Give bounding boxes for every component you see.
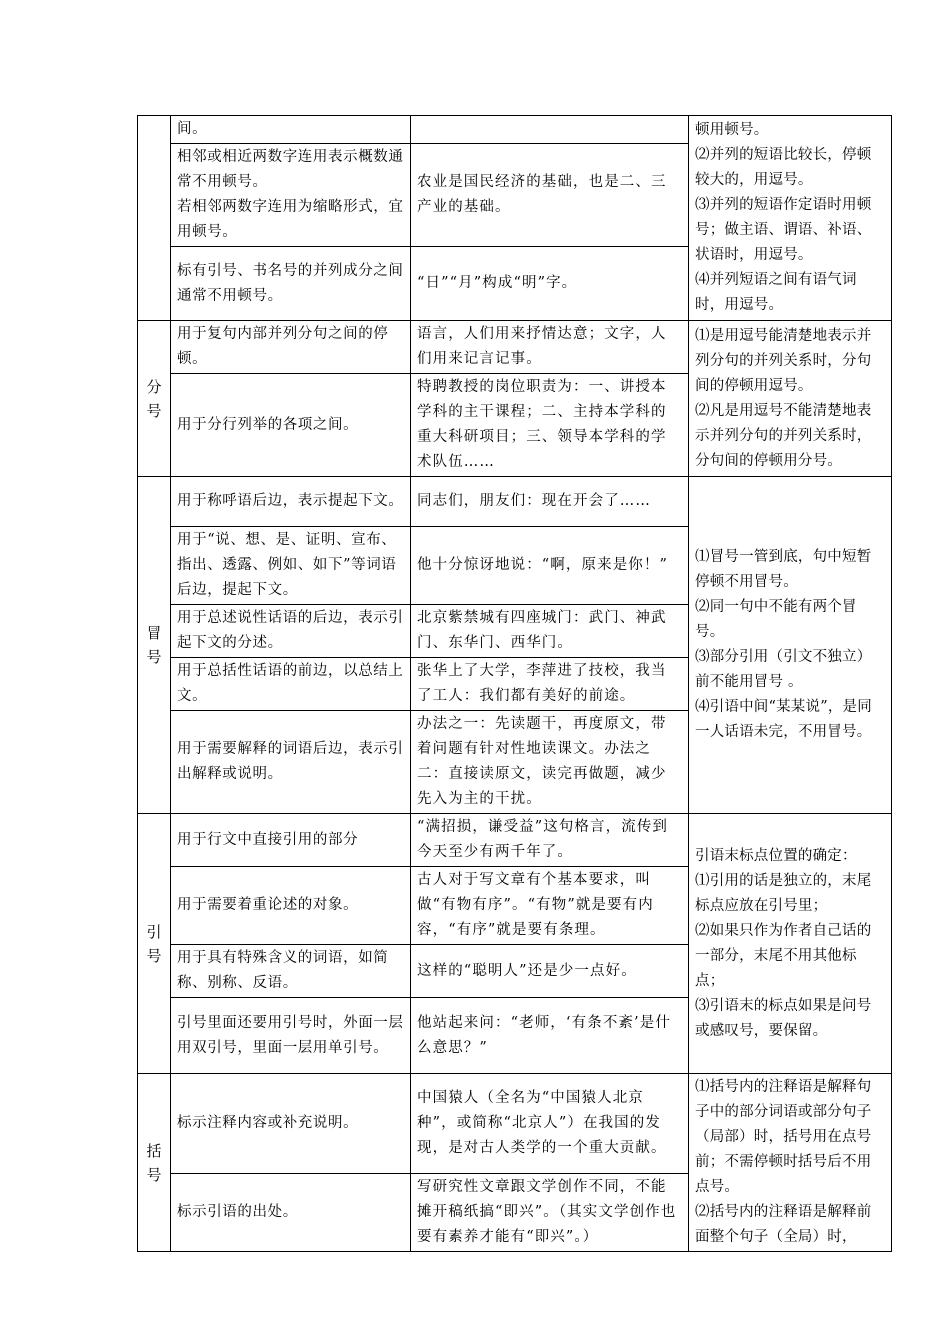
usage-cell: 用于分行列举的各项之间。	[171, 374, 411, 477]
example-cell: 这样的“聪明人”还是少一点好。	[411, 945, 689, 998]
usage-cell: 用于称呼语后边，表示提起下文。	[171, 477, 411, 527]
example-cell: 办法之一：先读题干，再度原文，带着问题有针对性地读课文。办法之二：直接读原文，读完再做题，减少先入为主的干扰。	[411, 711, 689, 814]
mark-cell-yinhao: 引号	[138, 814, 171, 1074]
usage-cell: 用于复句内部并列分句之间的停顿。	[171, 321, 411, 374]
notes-cell-kuohao: ⑴括号内的注释语是解释句子中的部分词语或部分句子（局部）时，括号用在点号前；不需停顿时括号后不用点号。 ⑵括号内的注释语是解释前面整个句子（全局）时，	[689, 1074, 892, 1252]
usage-cell: 标有引号、书名号的并列成分之间通常不用顿号。	[171, 247, 411, 321]
usage-cell: 用于需要解释的词语后边，表示引出解释或说明。	[171, 711, 411, 814]
usage-cell: 标示注释内容或补充说明。	[171, 1074, 411, 1174]
usage-cell: 用于总括性话语的前边，以总结上文。	[171, 658, 411, 711]
usage-cell: 用于具有特殊含义的词语，如简称、别称、反语。	[171, 945, 411, 998]
example-cell: 特聘教授的岗位职责为：一、讲授本学科的主干课程；二、主持本学科的重大科研项目；三、领导本学科的学术队伍……	[411, 374, 689, 477]
table-row	[138, 1074, 892, 1174]
example-cell: 北京紫禁城有四座城门：武门、神武门、东华门、西华门。	[411, 605, 689, 658]
example-cell: 写研究性文章跟文学创作不同，不能摊开稿纸搞“即兴”。（其实文学创作也要有素养才能有“即兴”。）	[411, 1174, 689, 1252]
punctuation-table	[137, 115, 892, 1252]
notes-cell-dunhao: 顿用顿号。 ⑵并列的短语比较长，停顿较大的，用逗号。 ⑶并列的短语作定语时用顿号；做主语、谓语、补语、状语时，用逗号。 ⑷并列短语之间有语气词时，用逗号。	[689, 116, 892, 321]
usage-cell: 用于需要着重论述的对象。	[171, 867, 411, 945]
example-cell	[411, 116, 689, 144]
table-row	[138, 814, 892, 867]
usage-cell: 相邻或相近两数字连用表示概数通常不用顿号。 若相邻两数字连用为缩略形式，宜用顿号。	[171, 144, 411, 247]
usage-cell: 用于“说、想、是、证明、宣布、指出、透露、例如、如下”等词语后边，提起下文。	[171, 527, 411, 605]
mark-cell-maohao: 冒号	[138, 477, 171, 814]
mark-cell-kuohao: 括号	[138, 1074, 171, 1252]
example-cell: 他站起来问：“老师，‘有条不紊’是什么意思？”	[411, 998, 689, 1074]
example-cell: 语言，人们用来抒情达意；文字，人们用来记言记事。	[411, 321, 689, 374]
example-cell: 同志们，朋友们：现在开会了……	[411, 477, 689, 527]
example-cell: 农业是国民经济的基础，也是二、三产业的基础。	[411, 144, 689, 247]
table-row	[138, 477, 892, 527]
usage-cell: 引号里面还要用引号时，外面一层用双引号，里面一层用单引号。	[171, 998, 411, 1074]
usage-cell: 间。	[171, 116, 411, 144]
usage-cell: 用于行文中直接引用的部分	[171, 814, 411, 867]
mark-cell-fenhao: 分号	[138, 321, 171, 477]
table-row	[138, 321, 892, 374]
example-cell: “满招损，谦受益”这句格言，流传到今天至少有两千年了。	[411, 814, 689, 867]
example-cell: 中国猿人（全名为“中国猿人北京种”，或简称“北京人”）在我国的发现，是对古人类学的一个重大贡献。	[411, 1074, 689, 1174]
usage-cell: 标示引语的出处。	[171, 1174, 411, 1252]
notes-cell-maohao: ⑴冒号一管到底，句中短暂停顿不用冒号。 ⑵同一句中不能有两个冒号。 ⑶部分引用（引文不独立）前不能用冒号 。 ⑷引语中间“某某说”，是同一人话语未完，不用冒号。	[689, 477, 892, 814]
notes-cell-yinhao: 引语末标点位置的确定： ⑴引用的话是独立的，末尾标点应放在引号里； ⑵如果只作为作者自己话的一部分，末尾不用其他标点； ⑶引语末的标点如果是问号或感叹号，要保留。	[689, 814, 892, 1074]
example-cell: 张华上了大学，李萍进了技校，我当了工人：我们都有美好的前途。	[411, 658, 689, 711]
usage-cell: 用于总述说性话语的后边，表示引起下文的分述。	[171, 605, 411, 658]
example-cell: 他十分惊讶地说：“啊，原来是你！”	[411, 527, 689, 605]
example-cell: “日”“月”构成“明”字。	[411, 247, 689, 321]
notes-cell-fenhao: ⑴是用逗号能清楚地表示并列分句的并列关系时，分句间的停顿用逗号。 ⑵凡是用逗号不能清楚地表示并列分句的并列关系时，分句间的停顿用分号。	[689, 321, 892, 477]
example-cell: 古人对于写文章有个基本要求，叫做“有物有序”。“有物”就是要有内容，“有序”就是要有条理。	[411, 867, 689, 945]
table-row	[138, 116, 892, 144]
mark-cell-dunhao	[138, 116, 171, 321]
